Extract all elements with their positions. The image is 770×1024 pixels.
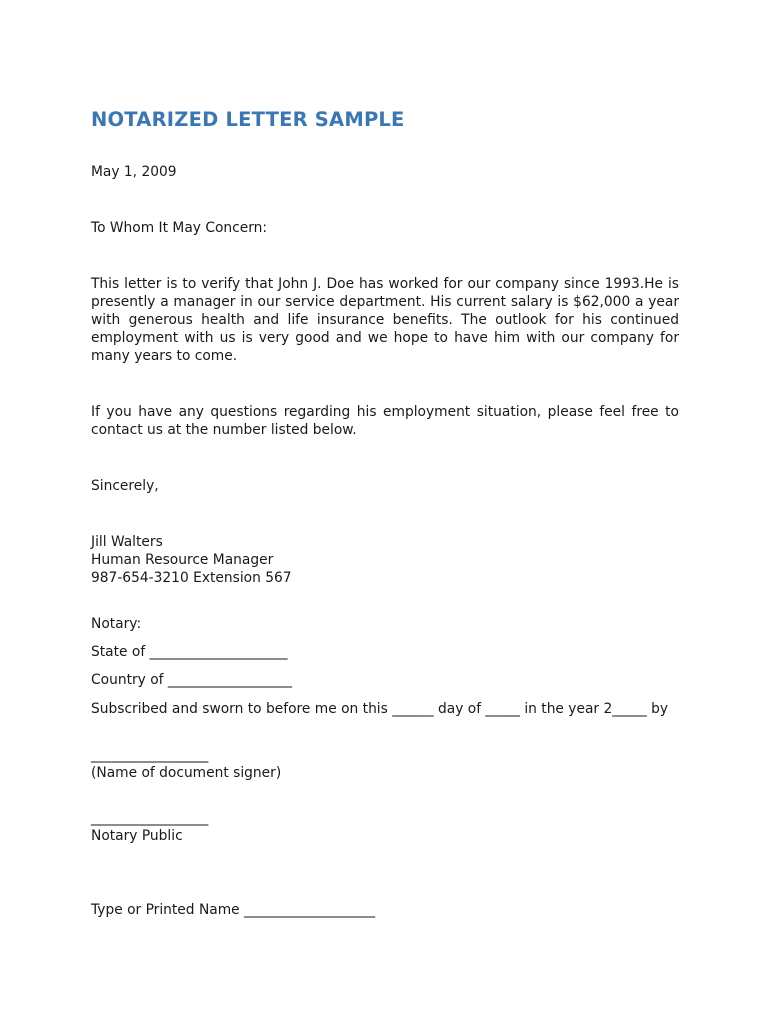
closing: Sincerely, [91, 478, 159, 494]
salutation: To Whom It May Concern: [91, 220, 268, 236]
signer-signature-blank: _________________ [91, 747, 209, 763]
notary-signature-blank: _________________ [91, 810, 209, 826]
page-title: NOTARIZED LETTER SAMPLE [91, 108, 405, 131]
state-line: State of ____________________ [91, 644, 288, 660]
country-line: Country of __________________ [91, 672, 293, 688]
body-paragraph-1: This letter is to verify that John J. Doe has worked for our company since 1993.He is presently a manager in our service department. His current salary is $62,000 a year with generous health and life insurance benefits. The outlook for his continued employment with us is very good and we hope to have him with our company for many years to come. [91, 276, 679, 364]
notary-signature-caption: Notary Public [91, 828, 183, 844]
signer-phone: 987-654-3210 Extension 567 [91, 570, 292, 586]
printed-name-line: Type or Printed Name ___________________ [91, 902, 376, 918]
letter-date: May 1, 2009 [91, 164, 177, 180]
body-paragraph-2: If you have any questions regarding his employment situation, please feel free to contact us at the number listed below. [91, 404, 679, 438]
signer-signature-caption: (Name of document signer) [91, 765, 282, 781]
sworn-line: Subscribed and sworn to before me on this ______ day of _____ in the year 2_____ by [91, 701, 669, 717]
notary-heading: Notary: [91, 616, 142, 632]
signer-name: Jill Walters [91, 534, 163, 550]
signer-title: Human Resource Manager [91, 552, 274, 568]
